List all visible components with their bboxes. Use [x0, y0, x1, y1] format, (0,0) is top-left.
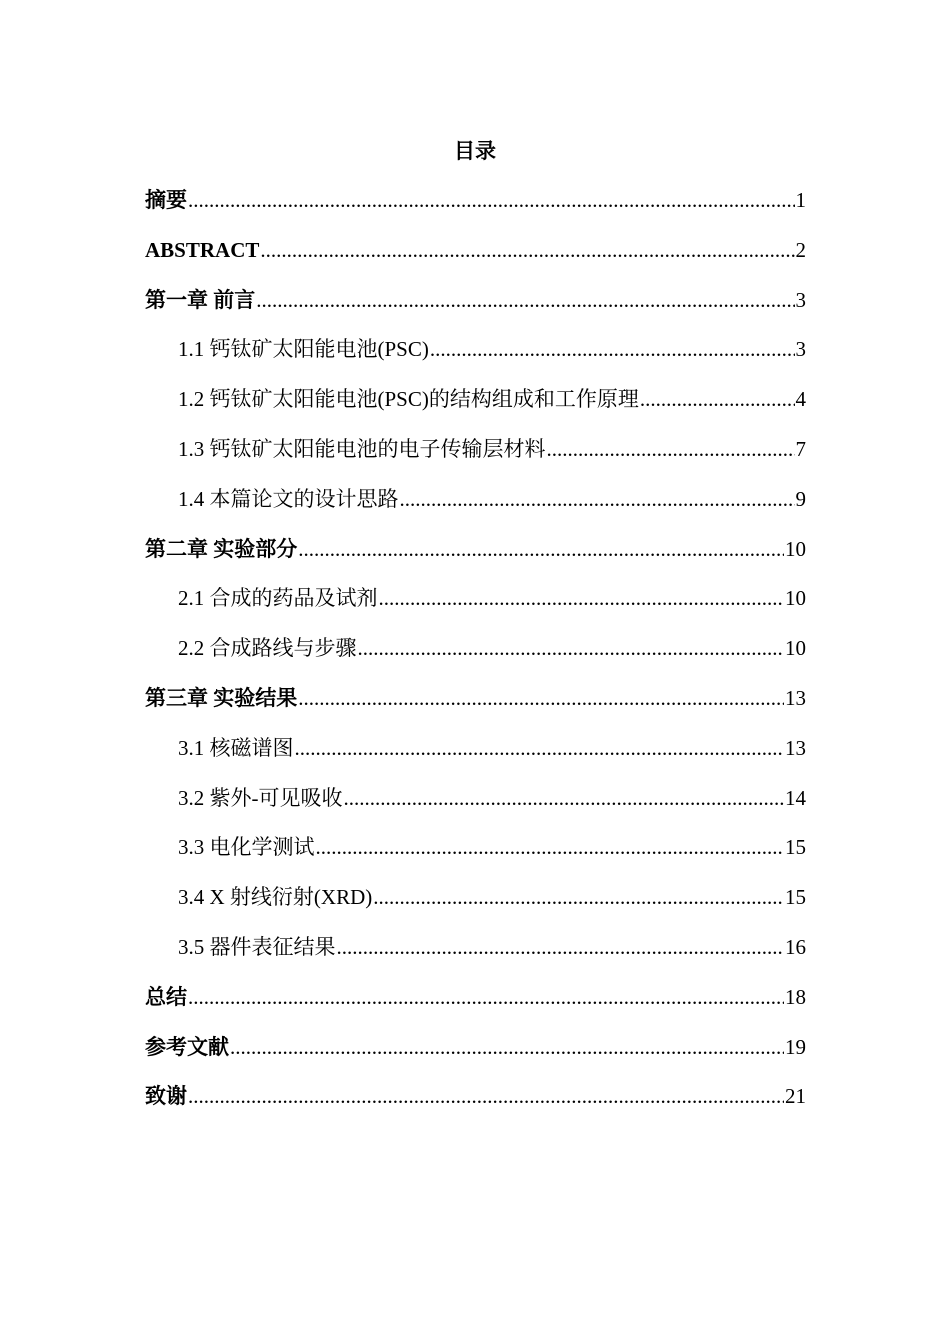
toc-entry[interactable] [145, 434, 806, 484]
toc-entry-title: 摘要 [145, 188, 187, 212]
toc-dot-leader [256, 285, 794, 315]
toc-dot-leader [316, 832, 785, 862]
toc-entry-title: ABSTRACT [145, 237, 260, 262]
toc-page-number: 19 [785, 1034, 806, 1059]
toc-page-number: 9 [795, 486, 806, 511]
toc-dot-leader [379, 583, 785, 613]
toc-entry[interactable] [145, 932, 806, 982]
toc-entry[interactable] [145, 185, 806, 235]
toc-dot-leader [400, 484, 795, 514]
toc-entry[interactable] [145, 633, 806, 683]
toc-dot-leader [344, 783, 785, 813]
toc-entry-title: 1.1 钙钛矿太阳能电池(PSC) [178, 337, 429, 362]
toc-page-number: 4 [795, 387, 806, 412]
toc-entry[interactable] [145, 1081, 806, 1131]
toc-entry-title: 第二章 实验部分 [145, 536, 298, 561]
toc-entry-title: 2.2 合成路线与步骤 [178, 636, 357, 661]
toc-entry[interactable] [145, 334, 806, 384]
toc-page-number: 10 [785, 536, 806, 561]
toc-entry[interactable] [145, 583, 806, 633]
toc-page-number: 21 [785, 1084, 806, 1109]
toc-dot-leader [188, 982, 784, 1012]
toc-title: 目录 [454, 139, 496, 163]
toc-dot-leader [188, 1081, 784, 1111]
table-of-contents [145, 185, 806, 1131]
toc-entry[interactable] [145, 683, 806, 733]
toc-entry[interactable] [145, 484, 806, 534]
toc-page-number: 10 [785, 586, 806, 611]
toc-entry[interactable] [145, 534, 806, 584]
toc-dot-leader [547, 434, 795, 464]
toc-dot-leader [373, 882, 784, 912]
toc-entry[interactable] [145, 1032, 806, 1082]
toc-page-number: 14 [785, 785, 806, 810]
toc-entry[interactable] [145, 285, 806, 335]
toc-entry-title: 3.4 X 射线衍射(XRD) [178, 885, 373, 910]
toc-entry-title: 3.3 电化学测试 [178, 835, 315, 860]
toc-entry-title: 1.4 本篇论文的设计思路 [178, 486, 399, 511]
toc-dot-leader [640, 384, 795, 414]
toc-entry-title: 第一章 前言 [145, 287, 256, 312]
toc-entry[interactable] [145, 384, 806, 434]
toc-entry[interactable] [145, 832, 806, 882]
toc-dot-leader [298, 534, 784, 564]
toc-entry-title: 1.3 钙钛矿太阳能电池的电子传输层材料 [178, 436, 546, 461]
toc-entry-title: 致谢 [145, 1084, 187, 1109]
toc-entry[interactable] [145, 733, 806, 783]
toc-entry-title: 1.2 钙钛矿太阳能电池(PSC)的结构组成和工作原理 [178, 387, 639, 412]
toc-entry[interactable] [145, 235, 806, 285]
toc-entry[interactable] [145, 982, 806, 1032]
toc-page-number: 16 [785, 934, 806, 959]
toc-page-number: 1 [795, 188, 806, 212]
toc-page-number: 18 [785, 984, 806, 1009]
toc-dot-leader [260, 235, 794, 265]
toc-dot-leader [358, 633, 785, 663]
toc-entry-title: 总结 [145, 984, 187, 1009]
toc-entry[interactable] [145, 882, 806, 932]
toc-entry[interactable] [145, 783, 806, 833]
toc-page-number: 13 [785, 685, 806, 710]
toc-page-number: 3 [795, 337, 806, 362]
toc-dot-leader [230, 1032, 784, 1062]
toc-dot-leader [188, 185, 795, 215]
toc-page-number: 2 [795, 237, 806, 262]
toc-dot-leader [430, 334, 795, 364]
toc-page-number: 13 [785, 735, 806, 760]
toc-dot-leader [298, 683, 784, 713]
toc-dot-leader [337, 932, 785, 962]
toc-page-number: 15 [785, 885, 806, 910]
toc-entry-title: 3.2 紫外-可见吸收 [178, 785, 343, 810]
toc-dot-leader [295, 733, 785, 763]
toc-entry-title: 参考文献 [145, 1034, 229, 1059]
toc-page-number: 10 [785, 636, 806, 661]
toc-entry-title: 第三章 实验结果 [145, 685, 298, 710]
toc-page-number: 7 [795, 436, 806, 461]
toc-page-number: 3 [795, 287, 806, 312]
toc-entry-title: 2.1 合成的药品及试剂 [178, 586, 378, 611]
toc-entry-title: 3.1 核磁谱图 [178, 735, 294, 760]
toc-page-number: 15 [785, 835, 806, 860]
toc-entry-title: 3.5 器件表征结果 [178, 934, 336, 959]
